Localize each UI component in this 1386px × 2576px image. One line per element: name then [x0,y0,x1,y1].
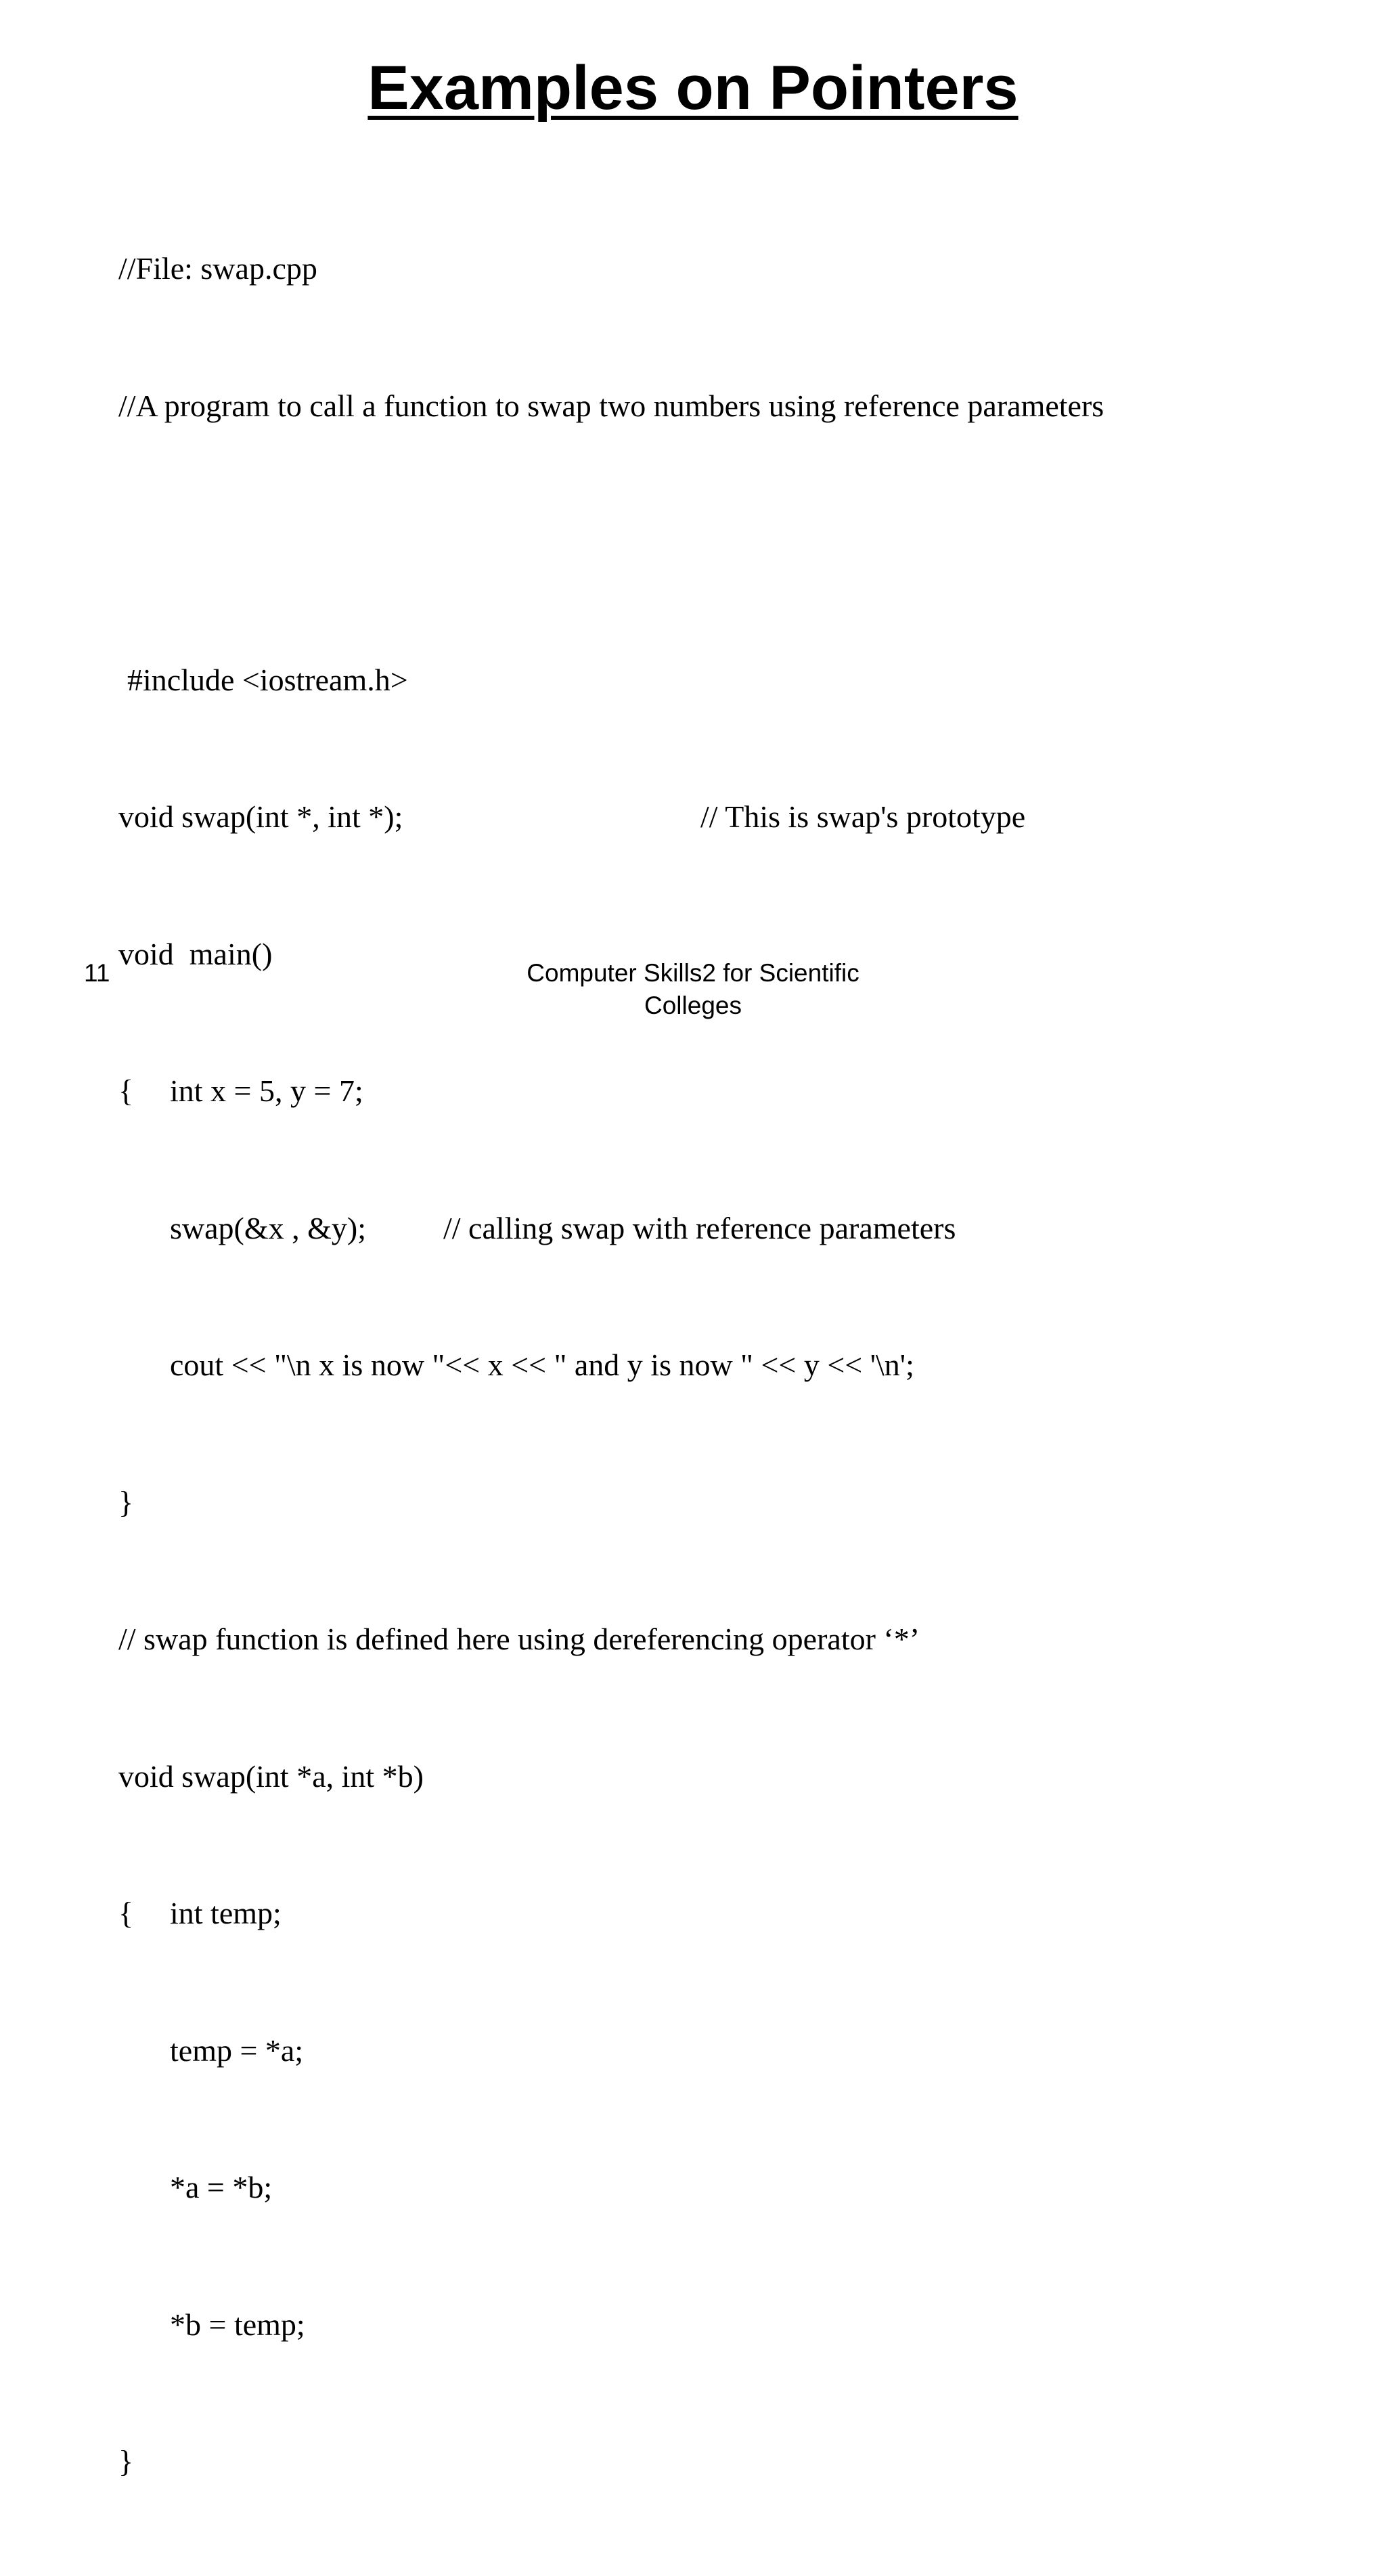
code-listing [118,154,1104,2576]
code-line-close-brace-swap: } [118,2444,134,2479]
footer-course-line-1: Computer Skills2 for Scientific [527,959,859,987]
code-line-b-assign: *b = temp; [170,2307,305,2342]
main-decl-code: int x = 5, y = 7; [170,1073,363,1108]
code-line-swap-comment: // swap function is defined here using dereferencing operator ‘*’ [118,1622,920,1656]
open-brace-main: { [118,1073,134,1108]
prototype-comment: // This is swap's prototype [700,799,1026,834]
code-line-blank [118,520,1104,566]
code-line-temp-assign: temp = *a; [170,2033,304,2068]
slide-number: 11 [84,959,110,987]
code-line-close-brace-main: } [118,1484,134,1519]
code-line-swap-signature: void swap(int *a, int *b) [118,1758,424,1794]
footer-course-line-2: Colleges [644,992,742,1019]
swap-call-comment: // calling swap with reference parameters [443,1210,956,1245]
prototype-code: void swap(int *, int *); [118,799,403,834]
code-line-include: #include <iostream.h> [127,662,408,697]
code-line-swap-call [118,1205,1104,1251]
slide-footer [422,957,964,1022]
code-line-file-comment: //File: swap.cpp [118,251,317,286]
code-line-main-signature: void main() [118,936,273,971]
temp-decl-code: int temp; [170,1896,282,1930]
code-line-prototype [118,794,1104,840]
code-line-a-assign: *a = *b; [170,2170,273,2204]
swap-call-code: swap(&x , &y); [170,1210,367,1245]
code-line-cout: cout << "\n x is now "<< x << " and y is now " << y << '\n'; [170,1348,914,1382]
slide-title: Examples on Pointers [367,53,1019,123]
code-line-temp-decl [118,1890,1104,1936]
code-line-program-comment: //A program to call a function to swap two numbers using reference parameters [118,388,1104,423]
code-line-main-decl [118,1068,1104,1114]
open-brace-swap: { [118,1896,134,1930]
